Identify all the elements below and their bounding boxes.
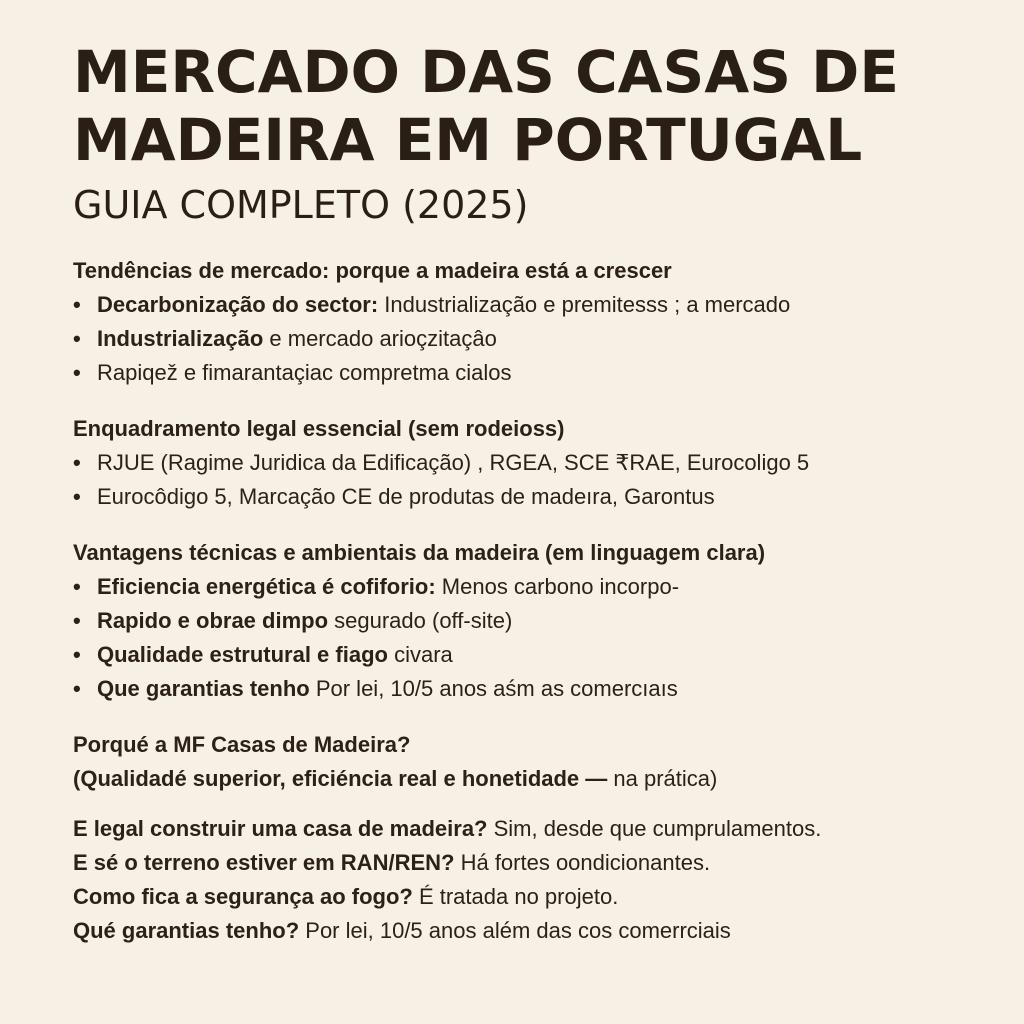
page-subtitle: GUIA COMPLETO (2025): [73, 183, 529, 227]
item-lead: Qualidade estrutural e fiago: [97, 642, 388, 667]
faq-item: [73, 914, 993, 948]
faq-block: [73, 812, 993, 948]
faq-item: [73, 812, 993, 846]
faq-item: [73, 846, 993, 880]
faq-answer: Há fortes oondicionantes.: [454, 850, 711, 875]
bullet-icon: •: [73, 360, 81, 385]
item-text: RJUE (Ragime Juridica da Edificação) , RGEA, SCE ₹RAE, Eurocoligo 5: [97, 450, 810, 475]
list-item: [73, 480, 993, 514]
item-text: civara: [387, 642, 453, 667]
item-text: e mercado arioçzitaçâo: [263, 326, 497, 351]
why-subline: [73, 762, 993, 796]
list-item: [73, 638, 993, 672]
bullet-icon: •: [73, 608, 81, 633]
item-lead: Eficiencia energética é cofiforio:: [97, 574, 436, 599]
section-advantages: [73, 536, 993, 706]
list-item: [73, 570, 993, 604]
why-heading: Porqué a MF Casas de Madeira?: [73, 732, 411, 757]
list-item: [73, 446, 993, 480]
item-lead: Industrialização: [97, 326, 264, 351]
list-item: [73, 604, 993, 638]
faq-answer: Por lei, 10/5 anos além das cos comerrciais: [299, 918, 731, 943]
item-text: segurado (off-site): [328, 608, 513, 633]
item-text: Industrialização e premitesss ; a mercado: [378, 292, 791, 317]
why-subline-bold: (Qualidadé superior, eficiéncia real e honetidade —: [73, 766, 608, 791]
faq-answer: É tratada no projeto.: [412, 884, 619, 909]
document-page: [73, 38, 993, 948]
faq-question: E sé o terreno estiver em RAN/REN?: [73, 850, 455, 875]
list-item: [73, 672, 993, 706]
bullet-list: [73, 570, 993, 706]
section-heading: Enquadramento legal essencial (sem rodeioss): [73, 416, 565, 441]
list-item: [73, 322, 993, 356]
faq-question: Qué garantias tenho?: [73, 918, 300, 943]
why-subline-rest: na prática): [607, 766, 718, 791]
section-heading: Vantagens técnicas e ambientais da madeira (em linguagem clara): [73, 540, 766, 565]
item-lead: Rapido e obrae dimpo: [97, 608, 329, 633]
page-title-line-2: MADEIRA EM PORTUGAL: [73, 106, 863, 174]
item-text: Menos carbono incorpo-: [435, 574, 680, 599]
item-text: Eurocôdigo 5, Marcação CE de produtas de madeıra, Garontus: [97, 484, 715, 509]
item-text: Por lei, 10/5 anos aśm as comercıaıs: [309, 676, 678, 701]
bullet-icon: •: [73, 450, 81, 475]
section-why-mf: [73, 728, 993, 796]
item-lead: Que garantias tenho: [97, 676, 310, 701]
section-market-trends: [73, 254, 993, 390]
faq-answer: Sim, desde que cumprulamentos.: [487, 816, 822, 841]
bullet-icon: •: [73, 326, 81, 351]
page-title-line-1: MERCADO DAS CASAS DE: [73, 38, 899, 106]
faq-question: E legal construir uma casa de madeira?: [73, 816, 488, 841]
bullet-icon: •: [73, 574, 81, 599]
bullet-list: [73, 446, 993, 514]
bullet-icon: •: [73, 642, 81, 667]
item-lead: Decarbonização do sector:: [97, 292, 379, 317]
list-item: [73, 288, 993, 322]
list-item: [73, 356, 993, 390]
bullet-icon: •: [73, 484, 81, 509]
section-legal-framework: [73, 412, 993, 514]
bullet-icon: •: [73, 676, 81, 701]
bullet-list: [73, 288, 993, 390]
faq-question: Como fica a segurança ao fogo?: [73, 884, 413, 909]
faq-item: [73, 880, 993, 914]
bullet-icon: •: [73, 292, 81, 317]
item-text: Rapiqež e fimarantaçiac compretma cialos: [97, 360, 512, 385]
section-heading: Tendências de mercado: porque a madeira está a crescer: [73, 258, 672, 283]
